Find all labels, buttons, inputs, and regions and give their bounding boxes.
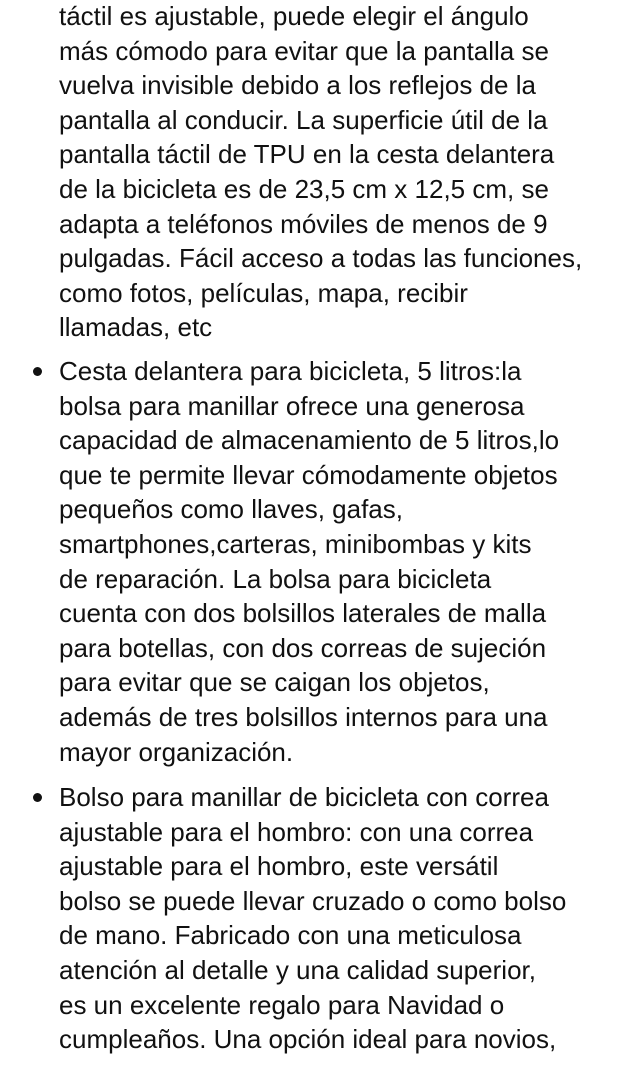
text-line: pequeños como llaves, gafas, [59, 494, 403, 525]
text-line: capacidad de almacenamiento de 5 litros,lo [59, 425, 560, 456]
text-line: pantalla al conducir. La superficie útil de la [59, 104, 548, 135]
text-line: táctil es ajustable, puede elegir el ángulo [59, 1, 529, 31]
bullet-icon [33, 367, 42, 376]
text-line: es un excelente regalo para Navidad o [59, 989, 505, 1020]
bullet-item [59, 354, 640, 769]
text-line: ajustable para el hombro: con una correa [59, 816, 534, 847]
text-line: atención al detalle y una calidad superior, [59, 954, 536, 985]
text-line: que te permite llevar cómodamente objetos [59, 459, 558, 490]
text-line: para evitar que se caigan los objetos, [59, 667, 490, 698]
text-line: llamadas, etc [59, 312, 213, 343]
bullet-icon [33, 793, 42, 802]
text-line: de mano. Fabricado con una meticulosa [59, 920, 522, 951]
text-line: bolsa para manillar ofrece una generosa [59, 390, 525, 421]
bullet-item [59, 780, 640, 1057]
text-line: bolso se puede llevar cruzado o como bolso [59, 885, 567, 916]
text-line: de la bicicleta es de 23,5 cm x 12,5 cm, se [59, 173, 549, 204]
text-line: más cómodo para evitar que la pantalla se [59, 35, 549, 66]
text-line: pulgadas. Fácil acceso a todas las funciones, [59, 243, 583, 274]
text-line: ajustable para el hombro, este versátil [59, 851, 499, 882]
text-line: pantalla táctil de TPU en la cesta delantera [59, 139, 555, 170]
text-line: para botellas, con dos correas de sujeción [59, 632, 547, 663]
text-line: smartphones,carteras, minibombas y kits [59, 528, 532, 559]
text-line: adapta a teléfonos móviles de menos de 9 [59, 208, 548, 239]
paragraph [59, 0, 640, 345]
text-line: cumpleaños. Una opción ideal para novios, [59, 1024, 557, 1055]
text-line: además de tres bolsillos internos para una [59, 701, 548, 732]
text-line: Cesta delantera para bicicleta, 5 litros:la [59, 356, 522, 386]
text-line: vuelva invisible debido a los reflejos de la [59, 70, 536, 101]
text-line: cuenta con dos bolsillos laterales de malla [59, 598, 547, 629]
text-line: de reparación. La bolsa para bicicleta [59, 563, 492, 594]
text-line: como fotos, películas, mapa, recibir [59, 277, 468, 308]
text-line: mayor organización. [59, 736, 294, 767]
text-line: Bolso para manillar de bicicleta con correa [59, 782, 549, 812]
